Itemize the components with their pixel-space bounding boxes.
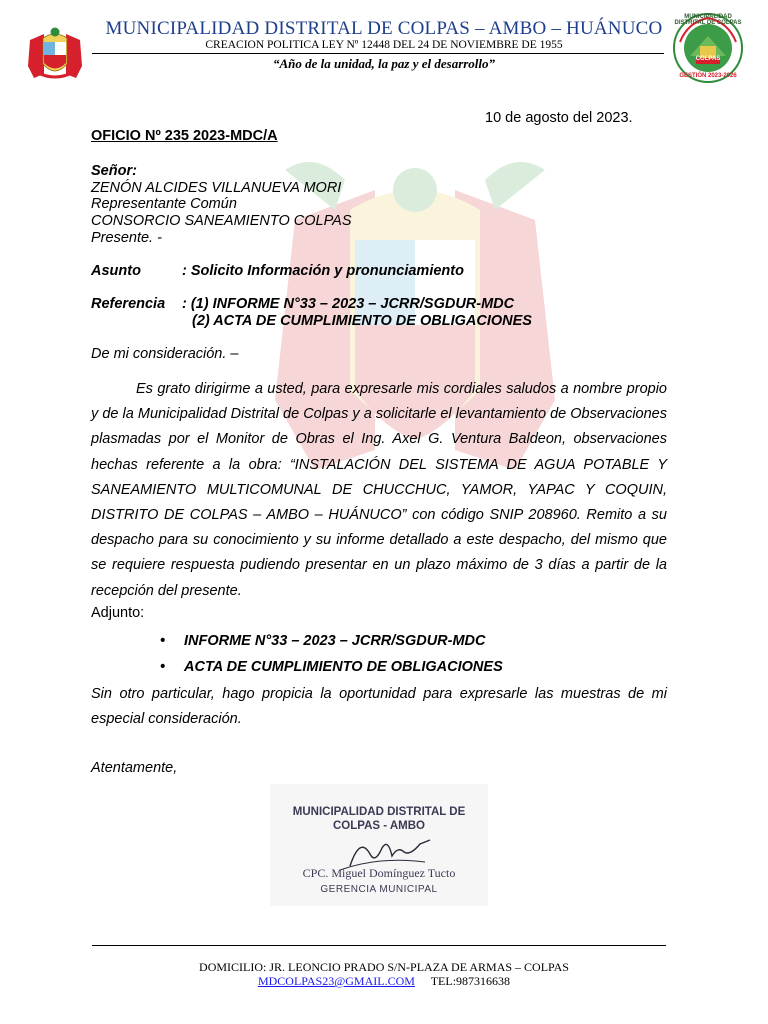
oficio-number: OFICIO Nº 235 2023-MDC/A (91, 128, 278, 144)
recipient-name: ZENÓN ALCIDES VILLANUEVA MORI (91, 180, 342, 196)
logo-center-text: COLPAS (695, 56, 721, 62)
attachment-bullet-2: • (160, 659, 166, 675)
stamp-position: GERENCIA MUNICIPAL (320, 884, 438, 895)
attachment-bullet-1: • (160, 633, 166, 649)
asunto-label: Asunto (91, 263, 141, 279)
closing-paragraph: Sin otro particular, hago propicia la oportunidad para expresarle las muestras de mi especial consideración. (91, 686, 667, 728)
stamp-name: CPC. Miguel Domínguez Tucto (302, 866, 456, 880)
footer-divider (92, 945, 666, 946)
referencia-item-2: (2) ACTA DE CUMPLIMIENTO DE OBLIGACIONES (192, 313, 532, 329)
body-paragraph (91, 377, 667, 604)
presente: Presente. - (91, 230, 162, 246)
adjunto-label: Adjunto: (91, 605, 145, 621)
header-divider (92, 53, 664, 54)
body-text: Es grato dirigirme a usted, para expresarle mis cordiales saludos a nombre propio y de la Municipalidad Distrital de Colpas y a solicitarle el levantamiento de Observaciones plasmadas por el Monitor de Obras el Ing. Axel G. Ventura Baldeon, observaciones hechas referente a la obra: “INSTALACIÓN DEL SISTEMA DE AGUA POTABLE Y SANEAMIENTO MULTICOMUNAL DE CHUCCHUC, YAMOR, YAPAC Y COQUIN, DISTRITO DE COLPAS – AMBO – HUÁNUCO” con código SNIP 208960. Remito a su despacho para su conocimiento y su informe detallado a este despacho, del mismo que se requiere respuesta pudiendo presentar en un plazo máximo de 3 días a partir de la recepción del presente. (91, 381, 667, 599)
logo-top-text: MUNICIPALIDAD DISTRITAL DE COLPAS (674, 14, 742, 26)
asunto-value: : Solicito Información y pronunciamiento (182, 263, 464, 279)
letter-date: 10 de agosto del 2023. (485, 110, 633, 126)
attachment-item-1: INFORME N°33 – 2023 – JCRR/SGDUR-MDC (184, 633, 486, 649)
recipient-org: CONSORCIO SANEAMIENTO COLPAS (91, 213, 352, 229)
footer-contact (0, 974, 768, 989)
signoff: Atentamente, (91, 760, 178, 776)
stamp-line-1: MUNICIPALIDAD DISTRITAL DE (292, 806, 466, 818)
referencia-label: Referencia (91, 296, 166, 312)
stamp-line-2: COLPAS - AMBO (333, 820, 425, 832)
salutation: Señor: (91, 163, 137, 179)
header-subtitle: CREACION POLITICA LEY Nº 12448 DEL 24 DE NOVIEMBRE DE 1955 (205, 39, 563, 51)
header-title: MUNICIPALIDAD DISTRITAL DE COLPAS – AMBO – HUÁNUCO (105, 18, 663, 39)
header-slogan: “Año de la unidad, la paz y el desarrollo” (272, 56, 496, 71)
footer-address: DOMICILIO: JR. LEONCIO PRADO S/N-PLAZA DE ARMAS – COLPAS (199, 960, 569, 974)
footer-email-link[interactable]: MDCOLPAS23@GMAIL.COM (257, 974, 415, 988)
referencia-item-1: : (1) INFORME N°33 – 2023 – JCRR/SGDUR-MDC (182, 296, 515, 312)
logo-bottom-text: GESTIÓN 2023-2026 (679, 73, 737, 79)
attachment-item-2: ACTA DE CUMPLIMIENTO DE OBLIGACIONES (184, 659, 503, 675)
footer-phone: TEL:987316638 (430, 974, 511, 988)
recipient-role: Representante Común (91, 196, 237, 212)
greeting: De mi consideración. – (91, 346, 239, 362)
